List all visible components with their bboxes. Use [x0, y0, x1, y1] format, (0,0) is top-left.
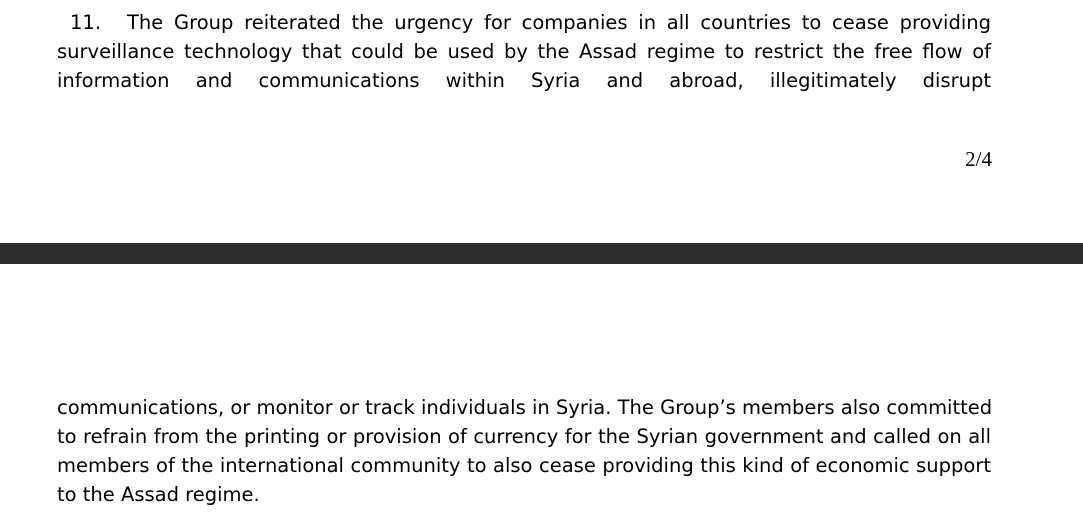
document-page-bottom	[0, 264, 1083, 523]
paragraph-continuation-line-1: communications, or monitor or track individuals in Syria. The Group’s members also committed	[57, 396, 993, 419]
paragraph-line-2: surveillance technology that could be used by the Assad regime to restrict the free flow of	[57, 40, 991, 63]
paragraph-continuation-line-3: members of the international community to also cease providing this kind of economic support	[57, 454, 991, 477]
paragraph-continuation-line-4: to the Assad regime.	[57, 483, 260, 506]
page-number: 2/4	[965, 147, 992, 171]
paragraph-line-1: The Group reiterated the urgency for companies in all countries to cease providing	[127, 11, 991, 34]
paragraph-number: 11.	[70, 11, 102, 34]
paragraph-continuation-line-2: to refrain from the printing or provision of currency for the Syrian government and called on all	[57, 425, 991, 448]
document-page-top	[0, 0, 1083, 243]
paragraph-line-3: information and communications within Syria and abroad, illegitimately disrupt	[57, 69, 991, 92]
page-break-bar	[0, 243, 1083, 264]
